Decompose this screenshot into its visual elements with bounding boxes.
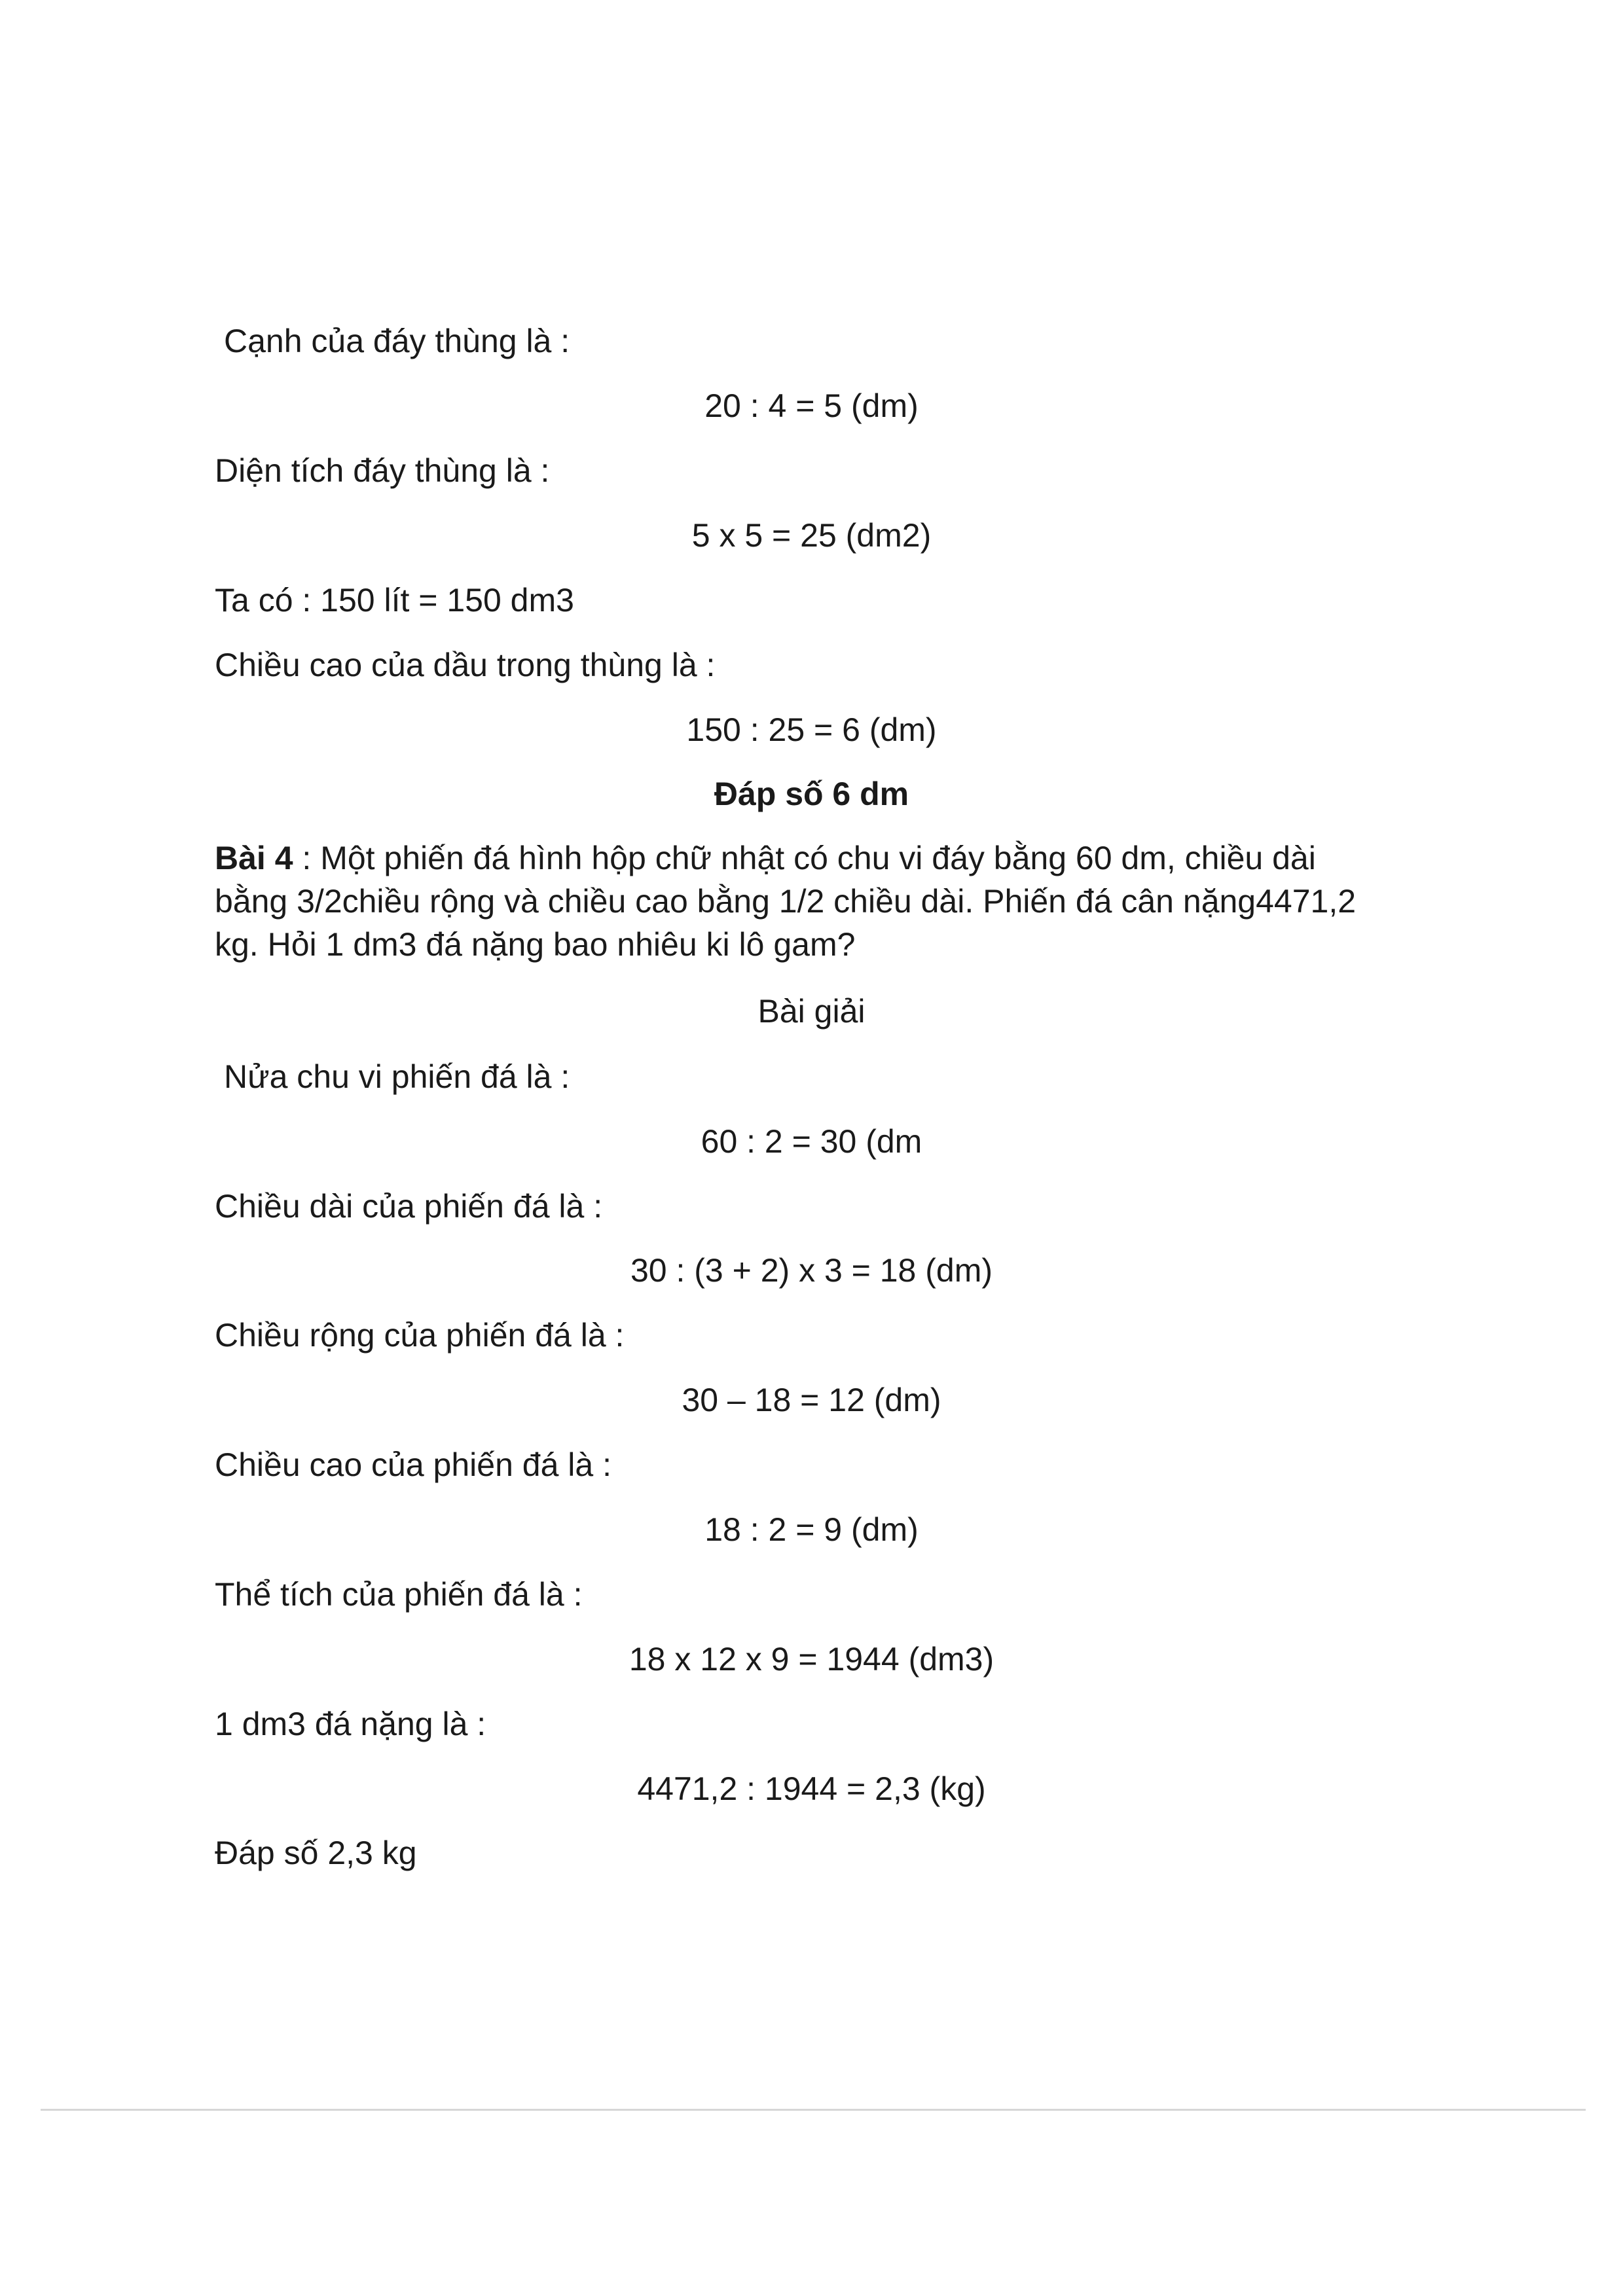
- calc-base-side: 20 : 4 = 5 (dm): [704, 387, 919, 424]
- text-volume-heading: Thể tích của phiến đá là :: [215, 1576, 583, 1613]
- problem-4-label: Bài 4: [215, 840, 293, 876]
- calc-oil-height: 150 : 25 = 6 (dm): [686, 711, 937, 748]
- answer-problem-3: Đáp số 6 dm: [714, 776, 909, 812]
- calc-half-perimeter: 60 : 2 = 30 (dm: [701, 1123, 922, 1160]
- calc-unit-weight: 4471,2 : 1944 = 2,3 (kg): [637, 1770, 986, 1807]
- calc-width: 30 – 18 = 12 (dm): [682, 1382, 941, 1418]
- text-base-side-heading: Cạnh của đáy thùng là :: [224, 323, 570, 359]
- text-volume-conversion: Ta có : 150 lít = 150 dm3: [215, 582, 574, 619]
- answer-problem-4: Đáp số 2,3 kg: [215, 1835, 417, 1871]
- text-width-heading: Chiều rộng của phiến đá là :: [215, 1317, 625, 1354]
- text-oil-height-heading: Chiều cao của dầu trong thùng là :: [215, 647, 716, 683]
- calc-base-area: 5 x 5 = 25 (dm2): [691, 517, 932, 554]
- calc-height: 18 : 2 = 9 (dm): [704, 1511, 919, 1548]
- text-unit-weight-heading: 1 dm3 đá nặng là :: [215, 1706, 486, 1742]
- text-half-perimeter-heading: Nửa chu vi phiến đá là :: [224, 1058, 570, 1095]
- calc-volume: 18 x 12 x 9 = 1944 (dm3): [629, 1641, 994, 1677]
- text-height-heading: Chiều cao của phiến đá là :: [215, 1446, 611, 1483]
- problem-4-statement: [215, 836, 1393, 966]
- text-length-heading: Chiều dài của phiến đá là :: [215, 1188, 603, 1225]
- problem-4-text: : Một phiến đá hình hộp chữ nhật có chu vi đáy bằng 60 dm, chiều dài bằng 3/2chiều rộng và chiều cao bằng 1/2 chiều dài. Phiến đá cân nặng4471,2 kg. Hỏi 1 dm3 đá nặng bao nhiêu ki lô gam?: [215, 840, 1357, 963]
- calc-length: 30 : (3 + 2) x 3 = 18 (dm): [630, 1252, 993, 1289]
- solution-heading: Bài giải: [757, 993, 866, 1030]
- text-base-area-heading: Diện tích đáy thùng là :: [215, 452, 550, 489]
- page-divider: [41, 2109, 1586, 2111]
